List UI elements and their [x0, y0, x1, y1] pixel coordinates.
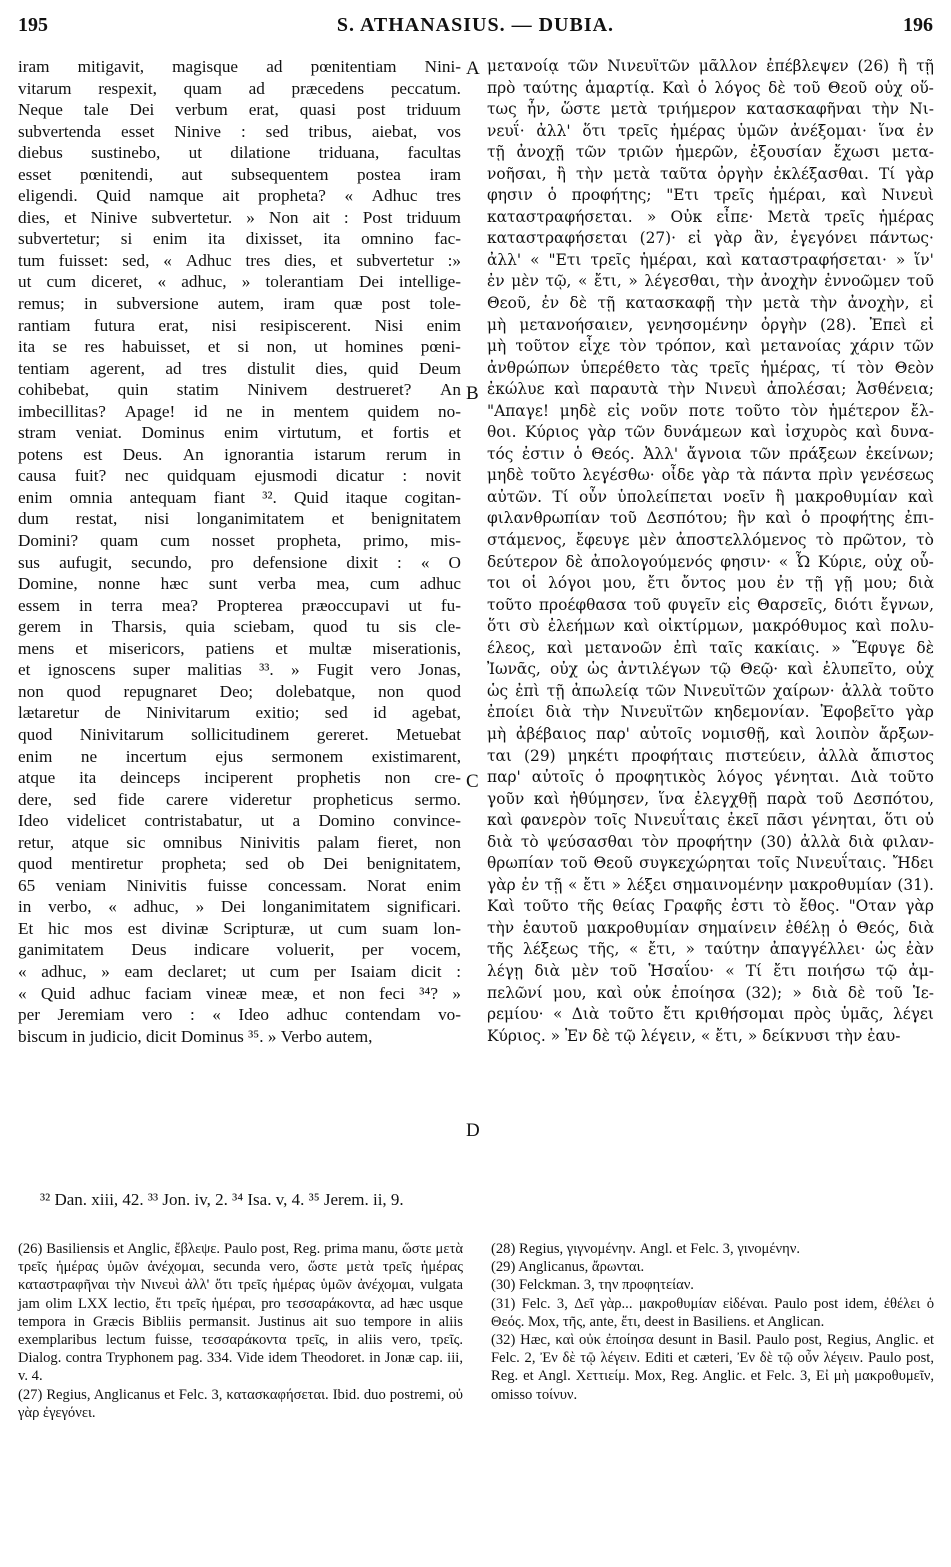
greek-text-line: τῇ ἀνοχῇ τῶν τριῶν ἡμερῶν, ἐξουσίαν ἔχωσι μετα- [487, 143, 934, 162]
latin-text-line: in verbo, « adhuc, » Dei longanimitatem significari. [18, 897, 461, 917]
latin-text-line: esset pœnitendi, aut subsequentem postea iram [18, 164, 461, 184]
notes-left-column [18, 1240, 463, 1422]
latin-text-line: gerem in Tharsis, quia sciebam, quod tu sis cle- [18, 617, 461, 637]
greek-text-line: τοι οἱ λόγοι μου, ἔτι ὄντος μου ἐν τῇ γῇ μου; διὰ [487, 574, 934, 593]
greek-text-line: νευΐ· ἀλλ' ὅτι τρεῖς ἡμέρας ὑμῶν ἀνέξομαι· ἵνα ἐν [487, 121, 934, 140]
latin-text-line: quod mentiretur propheta; sed ob Dei benignitatem, [18, 854, 461, 874]
note-29: (29) Anglicanus, ἄρωνται. [491, 1259, 645, 1276]
latin-text-line: causa fuit? nec quidquam ejusmodi dicatur : novit [18, 466, 461, 486]
latin-text-line: biscum in judicio, dicit Dominus ³⁵. » Verbo autem, [18, 1026, 373, 1046]
greek-text-line: πελῶνί μου, καὶ οὐκ ἐποίησα (32); » διὰ δὲ τοῦ Ἱε- [487, 983, 934, 1002]
latin-text-line: « Quid adhuc faciam vineæ meæ, et non feci ³⁴? » [18, 983, 461, 1003]
greek-text-line: μὴ ἀβέβαιος παρ' αὐτοῖς νομισθῇ, καὶ λοιπὸν ἄρξων- [487, 724, 934, 743]
greek-text-line: "Απαγε! μηδὲ εἰς νοῦν ποτε τοῦτο τὸν ἡμέτερον ἔλ- [487, 401, 934, 420]
latin-text-line: cohibebat, quin statim Ninivem destrueret? An [18, 380, 461, 400]
greek-text-line: μὴ τοῦτον εἶχε τὸν τρόπον, καὶ μετανοίας χάριν τῶν [487, 337, 934, 356]
greek-text-line: γοῦν καὶ ἠθύμησεν, ἵνα ἐλεγχθῇ παρὰ τοῦ Δεσπότου, [487, 789, 934, 808]
page-number-right: 196 [903, 14, 933, 36]
greek-text-line: τῆς λέξεως τῆς, « ἔτι, » ταύτην ἀπαγγέλλει· ὡς ἐὰν [487, 940, 934, 959]
latin-text-line: ita se res habuisset, et si non, ut homines pœni- [18, 337, 461, 357]
note-32: (32) Hæc, καὶ οὐκ ἐποίησα desunt in Basil. Paulo post, Regius, Anglic. et Felc. 2, Ἐν δὲ τῷ λέγειν. Editi et cæteri, Ἐν δὲ τῷ οὖν λέγειν. Paulo post, Reg. et Angl. Χεττιείμ. Mox, Reg. Anglic. et Felc. 3, Εἰ μὴ μακροθυμεῖν, omisso τοίνυν. [491, 1332, 934, 1403]
greek-text-line: τὴν ἑαυτοῦ μακροθυμίαν σημαίνειν ἐθέλῃ ὁ Θεός, διὰ [487, 918, 934, 937]
latin-text-line: « adhuc, » eam declaret; ut cum per Isaiam dicit : [18, 961, 461, 981]
running-title: S. ATHANASIUS. — DUBIA. [336, 14, 615, 36]
latin-text-line: dere, sed fide carere videretur propheticus sermo. [18, 789, 461, 809]
latin-text-line: Neque tale Dei verbum erat, quasi post triduum [18, 100, 461, 120]
greek-text-line: ται (29) μηκέτι προφήταις πιστεύειν, ἀλλὰ ἄπιστος [487, 746, 934, 765]
greek-text-line: Καὶ τοῦτο τῆς θείας Γραφῆς ἐστι τὸ ἔθος. "Οταν γὰρ [487, 897, 934, 916]
greek-text-line: καταστραφήσεται (27)· εἰ γὰρ ἂν, ἐγεγόνει πάντως· [487, 229, 934, 248]
greek-text-line: τως ἦν, ὥστε μετὰ τριήμερον κατασκαφῆναι τὴν Νι- [487, 100, 934, 119]
greek-text-line: καταστραφήσεται. » Οὐκ εἶπε· Μετὰ τρεῖς ἡμέρας [487, 207, 934, 226]
latin-text-line: 65 veniam Ninivitis fuisse concessam. Norat enim [18, 875, 461, 895]
greek-text-line: ἐκώλυε καὶ παραυτὰ τὴν Νινευὶ ἀπολέσαι; Ἀσθένεια; [487, 380, 934, 399]
latin-text-line: dum restat, nisi longanimitatem et benignitatem [18, 509, 461, 529]
section-marker-d: D [466, 1120, 480, 1141]
latin-text-line: subvertenda esset Ninive : sed tribus, aiebat, vos [18, 121, 461, 141]
latin-text-line: imbecillitas? Apage! id ne in mentem quidem no- [18, 401, 461, 421]
greek-text-line: νοῆσαι, ἢ τὴν μετὰ ταῦτα ὀργὴν ἐκλέξασθαι. Τί γὰρ [487, 164, 934, 183]
section-marker-c: C [466, 771, 479, 792]
scripture-references: ³² Dan. xiii, 42. ³³ Jon. iv, 2. ³⁴ Isa. v, 4. ³⁵ Jerem. ii, 9. [40, 1190, 404, 1209]
greek-text-line: θοι. Κύριος γὰρ τῶν δυνάμεων καὶ ἰσχυρὸς καὶ δυνα- [487, 423, 934, 442]
greek-text-line: ἐν μὲν τῷ, « ἔτι, » λέγεσθαι, τὴν ἀνοχὴν ἐννοῶμεν τοῦ [487, 272, 934, 291]
page-number-left: 195 [18, 14, 48, 36]
latin-text-line: Domine, nonne hæc sunt verba mea, cum adhuc [18, 574, 461, 594]
greek-text-line: δεύτερον δὲ ἀπολογούμενός φησιν· « Ὦ Κύριε, οὐχ οὗ- [487, 552, 934, 571]
note-26: (26) Basiliensis et Anglic, ἔβλεψε. Paulo post, Reg. prima manu, ὥστε μετὰ τρεῖς ἡμέρας ὑμῶν ἀνέχομαι, secunda vero, ὥστε μετὰ τρεῖς ἡμέρας καταστραφῆναι τὴν Νινευὶ ἀλλ' ὅτι τρεῖς ἡμέρας ὑμῶν ἀνέχομαι, vulgata jam olim LXX lectio, ἔτι τρεῖς ἡμέραι, pro τεσσαράκοντα, ad hæc usque tempora in Græcis Bibliis permansit. Justinus ait suo tempore in aliis exemplaribus lectum fuisse, τεσσαράκοντα τρεῖς, in aliis vero, τρεῖς. Dialog. contra Tryphonem pag. 334. Vide idem Theodoret. in Jonæ cap. iii, v. 4. [18, 1241, 463, 1385]
greek-text-line: παρ' αὐτοῖς ὁ προφητικὸς λόγος γένηται. Διὰ τοῦτο [487, 768, 934, 787]
greek-text-line: τοῦτο προέφθασα τοῦ φυγεῖν εἰς Θαρσεῖς, διότι ἔγνων, [487, 595, 934, 614]
greek-text-line: ἀλλ' « "Ετι τρεῖς ἡμέραι, καὶ καταστραφήσεται· » ἵν' [487, 250, 934, 269]
greek-text-line: ὅτι σὺ ἐλεήμων καὶ οἰκτίρμων, μακρόθυμος καὶ πολυ- [487, 617, 934, 636]
greek-text-line: στάμενος, ἔφευγε μὲν ἀποστελλόμενος τὸ πρῶτον, τὸ [487, 531, 934, 550]
latin-text-line: tentiam agerent, ad tres distulit dies, quid Deum [18, 358, 461, 378]
latin-text-line: ut cum diceret, « adhuc, » tolerantiam Dei intellige- [18, 272, 461, 292]
latin-text-line: subvertetur; si enim ita dixisset, ita omnino fac- [18, 229, 461, 249]
latin-text-line: enim omnia antequam fiant ³². Quid itaque cogitan- [18, 487, 461, 507]
note-28: (28) Regius, γιγνομένην. Angl. et Felc. 3, γινομένην. [491, 1241, 800, 1257]
latin-text-line: vitarum respexit, quam ad præcedens peccatum. [18, 78, 461, 98]
latin-text-line: quod Ninivitarum sollicitudinem gereret. Metuebat [18, 724, 461, 744]
greek-text-line: Ἰωνᾶς, οὐχ ὡς ἀντιλέγων τῷ Θεῷ· καὶ ἐλυπεῖτο, οὐχ [487, 660, 934, 679]
latin-text-line: per Jeremiam vero : « Ideo adhuc contendam vo- [18, 1005, 461, 1025]
latin-text-line: non quod repugnaret Deo; dolebatque, non quod [18, 681, 461, 701]
latin-text-line: Et hic mos est divinæ Scripturæ, ut cum suam lon- [18, 918, 461, 938]
latin-text-line: Domini? quam cum nosset propheta, primo, mis- [18, 531, 461, 551]
greek-text-line: διὰ τὸ ψεύσασθαι τὸν προφήτην (30) ἀλλὰ διὰ φιλαν- [487, 832, 934, 851]
notes-right-column [491, 1240, 934, 1404]
note-31: (31) Felc. 3, Δεῖ γὰρ... μακροθυμίαν εἰδέναι. Paulo post idem, ἐθέλει ὁ Θεός. Mox, τῆς, ante, ἔτι, deest in Basiliens. et Anglican. [491, 1295, 934, 1330]
latin-text-line: Ideo videlicet contristabatur, ut a Domino convince- [18, 811, 461, 831]
greek-text-line: φιλανθρωπίαν τοῦ Δεσπότου; ἣν καὶ ὁ προφήτης ἐπι- [487, 509, 934, 528]
greek-text-line: ὡς ἐπὶ τῇ ἀπωλείᾳ τῶν Νινευϊτῶν χαίρων· ἀλλὰ τοῦτο [487, 681, 934, 700]
latin-text-line: diebus sustinebo, ut dilatione triduana, facultas [18, 143, 461, 163]
latin-text-line: mens et misericors, patiens et multæ miserationis, [18, 638, 461, 658]
page-header [18, 14, 933, 42]
note-27: (27) Regius, Anglicanus et Felc. 3, κατασκαφήσεται. Ibid. duo postremi, οὐ γὰρ ἐγεγόνει. [18, 1386, 463, 1421]
latin-text-line: sus aufugit, secundo, pro defensione dixit : « O [18, 552, 461, 572]
latin-text-line: iram mitigavit, magisque ad pœnitentiam Nini- [18, 57, 461, 76]
greek-text-line: ἐποίει διὰ τὴν Νινευϊτῶν κηδεμονίαν. Ἐφοβεῖτο γὰρ [487, 703, 934, 722]
latin-text-line: et ignoscens super malitias ³³. » Fugit vero Jonas, [18, 660, 461, 680]
greek-text-line: μετανοίᾳ τῶν Νινευϊτῶν μᾶλλον ἐπέβλεψεν (26) ἢ τῇ [487, 57, 934, 75]
section-marker-a: A [466, 58, 480, 79]
greek-text-line: ρεμίου· « Διὰ τοῦτο ἔτι κριθήσομαι πρὸς ὑμᾶς, λέγει [487, 1005, 934, 1024]
latin-text-line: dies, et Ninive subvertetur. » Non ait : Post triduum [18, 207, 461, 227]
greek-text-line: θρωπίαν τοῦ Θεοῦ συγκεχώρηται τοῖς Νινευΐταις. Ἤδει [487, 854, 934, 873]
latin-column [18, 56, 461, 1047]
greek-column [487, 56, 934, 1047]
latin-text-line: potens est Deus. An ignorantia istarum rerum in [18, 444, 461, 464]
latin-text-line: ganimitatem Deus indicare voluerit, per vocem, [18, 940, 461, 960]
greek-text-line: πρὸ ταύτης ἁμαρτίᾳ. Καὶ ὁ λόγος δὲ τοῦ Θεοῦ οὐχ οὕ- [487, 78, 934, 97]
greek-text-line: έλεος, καὶ μετανοῶν ἐπὶ ταῖς κακίαις. » Ἔφυγε δὲ [487, 638, 934, 657]
greek-text-line: μὴ μετανοήσαιεν, γενησομένην ὀργὴν (28). Ἐπεὶ εἰ [487, 315, 934, 334]
latin-text-line: stram veniat. Dominus enim virtutum, et fortis et [18, 423, 461, 443]
greek-text-line: ἀνθρώπων ὑπερέθετο τὰς τρεῖς ἡμέρας, τί τὸν Θεὸν [487, 358, 934, 377]
latin-text-line: tum fuisset: sed, « Adhuc tres dies, et subvertetur :» [18, 250, 461, 270]
greek-text-line: γὰρ ἐν τῇ « ἔτι » λέξει σημαινομένην μακροθυμίαν (31). [487, 875, 934, 894]
latin-text-line: remus; in subversione autem, iram quæ post tole- [18, 294, 461, 314]
section-marker-b: B [466, 383, 479, 404]
latin-text-line: rantiam futura erat, nisi resipiscerent. Nisi enim [18, 315, 461, 335]
latin-text-line: essem in terra mea? Propterea præoccupavi ut fu- [18, 595, 461, 615]
greek-text-line: αὐτῶν. Τί οὖν ὑπολείπεται νοεῖν ἢ μακροθυμίαν καὶ [487, 487, 934, 506]
note-30: (30) Felckman. 3, την προφητείαν. [491, 1277, 694, 1294]
latin-text-line: lætaretur de Ninivitarum exitio; sed id agebat, [18, 703, 461, 723]
latin-text-line: enim ne incertum ejus sermonem existimarent, [18, 746, 461, 766]
greek-text-line: μηδὲ τοῦτο λεγέσθω· οἶδε γὰρ τὰ πάντα πρὶν γενέσεως [487, 466, 934, 485]
greek-text-line: τός ἐστιν ὁ Θεός. Ἀλλ' ἄγνοια τῶν πράξεων ἐκείνων; [487, 444, 934, 463]
greek-text-line: Κύριος. » Ἐν δὲ τῷ λέγειν, « ἔτι, » δείκνυσι τὴν ἑαυ- [487, 1026, 901, 1045]
latin-text-line: atque ita deinceps inciperent prophetis non cre- [18, 768, 461, 788]
latin-text-line: eligendi. Quid namque ait propheta? « Adhuc tres [18, 186, 461, 206]
greek-text-line: καὶ φανερὸν τοῖς Νινευΐταις ἐκεῖ πᾶσι γένηται, ὅτι οὐ [487, 811, 934, 830]
greek-text-line: φησιν ὁ προφήτης; "Ετι τρεῖς ἡμέραι, καὶ Νινευὶ [487, 186, 934, 205]
greek-text-line: Θεοῦ, ἐν δὲ τῇ κατασκαφῇ τὴν μετὰ τὴν ἀνοχὴν, εἰ [487, 294, 934, 313]
greek-text-line: λέγῃ διὰ μὲν τοῦ Ἡσαΐου· « Τί ἔτι ποιήσω τῷ ἀμ- [487, 961, 934, 980]
latin-text-line: retur, atque sic omnibus Ninivitis palam fieret, non [18, 832, 461, 852]
